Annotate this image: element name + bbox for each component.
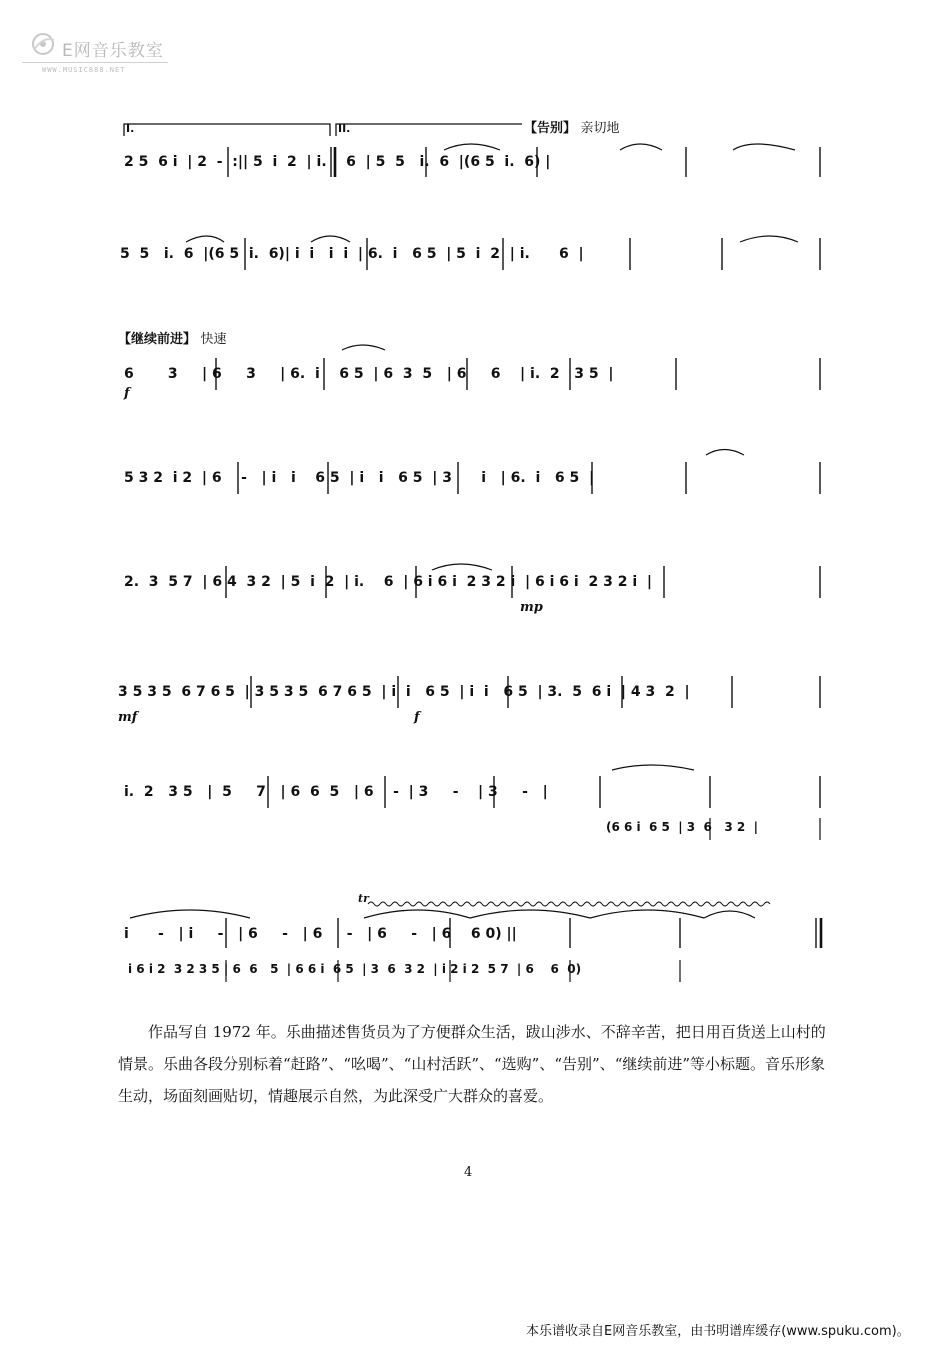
section-title: 【告别】 [524,121,577,136]
staff-row-7-accompaniment: (6 6 i 6 5 | 3 6 3 2 | [606,820,759,834]
dynamic-forte-2: f [414,710,420,725]
staff-row-8: i - | i - | 6 - | 6 - | 6 - | 6 6 0) || [124,926,517,942]
staff-row-1: 2 5 6 i | 2 - :|| 5 i 2 | i. 6 | 5 5 i. 6 |(6 5 i. 6) | [124,154,551,170]
section-title: 【继续前进】 [118,332,197,347]
watermark-url: WWW.MUSIC888.NET [42,66,126,74]
dynamic-forte: f [124,386,130,401]
staff-row-6: 3 5 3 5 6 7 6 5 | 3 5 3 5 6 7 6 5 | i i 6 5 | i i 6 5 | 3. 5 6 i | 4 3 2 | [118,684,690,700]
section-march-on [118,328,227,347]
staff-row-8-accompaniment: i 6 i 2 3 2 3 5 | 6 6 5 | 6 6 i 6 5 | 3 6 3 2 | i 2 i 2 5 7 | 6 6 0) [128,962,582,976]
trill-mark: tr [358,892,369,905]
staff-row-2: 5 5 i. 6 |(6 5 i. 6)| i i i i | 6. i 6 5 | 5 i 2 | i. 6 | [120,246,584,262]
staff-row-3: 6 3 | 6 3 | 6. i 6 5 | 6 3 5 | 6 6 | i. 2 3 5 | [124,366,614,382]
volta-first: I. [126,122,135,135]
watermark-title: E网音乐教室 [62,41,164,61]
dynamic-mezzo-forte: mf [118,710,138,725]
staff-row-5: 2. 3 5 7 | 6 4 3 2 | 5 i 2 | i. 6 | 6 i 6 i 2 3 2 i | 6 i 6 i 2 3 2 i | [124,574,652,590]
staff-row-4: 5 3 2 i 2 | 6 - | i i 6 5 | i i 6 5 | 3 i | 6. i 6 5 | [124,470,595,486]
page-number: 4 [464,1165,473,1180]
staff-row-7: i. 2 3 5 | 5 7 | 6 6 5 | 6 - | 3 - | 3 - | [124,784,548,800]
footer-note: 本乐谱收录自E网音乐教室，由书明谱库缓存(www.spuku.com)。 [526,1324,910,1339]
section-farewell [524,117,620,136]
dynamic-mezzo-piano: mp [520,600,543,615]
description-paragraph: 作品写自 1972 年。乐曲描述售货员为了方便群众生活，跋山涉水、不辞辛苦，把日用百货送上山村的情景。乐曲各段分别标着“赶路”、“吆喝”、“山村活跃”、“选购”、“告别”、“继续前进”等小标题。音乐形象生动，场面刻画贴切，情趣展示自然，为此深受广大群众的喜爱。 [118,1023,826,1105]
volta-second: II. [338,122,351,135]
section-tempo: 亲切地 [580,121,620,136]
section-tempo: 快速 [200,332,227,347]
